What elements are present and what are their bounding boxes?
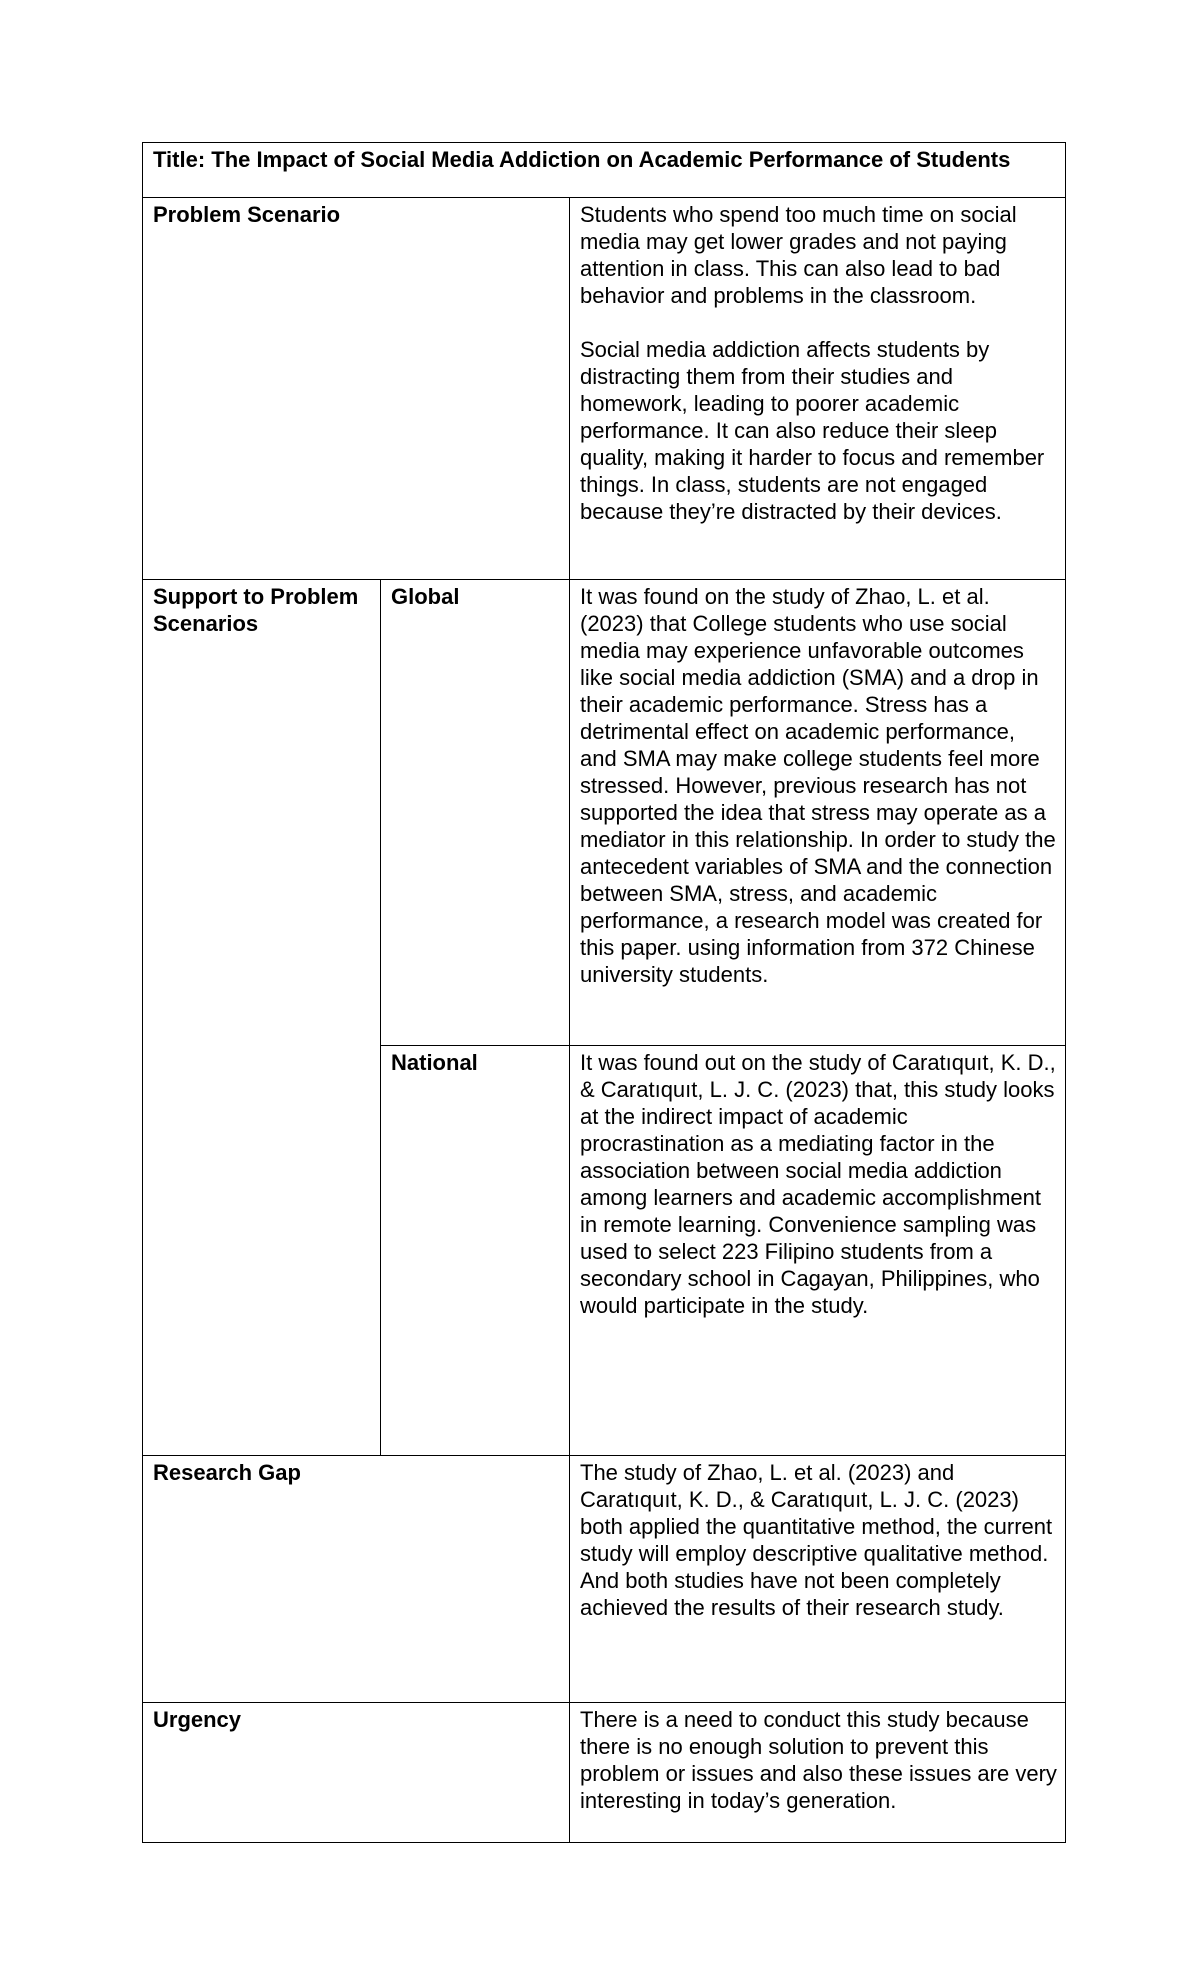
urgency-text xyxy=(570,1703,1066,1843)
urgency-row xyxy=(143,1703,1066,1843)
global-text xyxy=(570,580,1066,1046)
urgency-label: Urgency xyxy=(143,1703,570,1843)
problem-scenario-text xyxy=(570,198,1066,580)
urgency-paragraph: There is a need to conduct this study because there is no enough solution to prevent this problem or issues and also these issues are very interesting in today’s generation. xyxy=(580,1707,1064,1813)
research-gap-text xyxy=(570,1456,1066,1703)
global-paragraph: It was found on the study of Zhao, L. et al. (2023) that College students who use social media may experience unfavorable outcomes like social media addiction (SMA) and a drop in their academic performance. Stress has a detrimental effect on academic performance, and SMA may make college students feel more stressed. However, previous research has not supported the idea that stress may operate as a mediator in this relationship. In order to study the antecedent variables of SMA and the connection between SMA, stress, and academic performance, a research model was created for this paper. using information from 372 Chinese university students. xyxy=(580,584,1062,987)
national-text xyxy=(570,1046,1066,1456)
title-row xyxy=(143,143,1066,198)
national-label: National xyxy=(381,1046,570,1456)
problem-scenario-label: Problem Scenario xyxy=(143,198,570,580)
problem-scenario-paragraph-2: Social media addiction affects students by distracting them from their studies and homework, leading to poorer academic performance. It can also reduce their sleep quality, making it harder to focus and remember things. In class, students are not engaged because they’re distracted by their devices. xyxy=(580,337,1051,524)
support-global-row xyxy=(143,580,1066,1046)
research-gap-paragraph: The study of Zhao, L. et al. (2023) and Caratıquıt, K. D., & Caratıquıt, L. J. C. (2023) both applied the quantitative method, the current study will employ descriptive qualitative method. And both studies have not been completely achieved the results of their research study. xyxy=(580,1460,1059,1620)
document-title: Title: The Impact of Social Media Addiction on Academic Performance of Students xyxy=(143,143,1066,198)
national-paragraph: It was found out on the study of Caratıquıt, K. D., & Caratıquıt, L. J. C. (2023) that, this study looks at the indirect impact of academic procrastination as a mediating factor in the association between social media addiction among learners and academic accomplishment in remote learning. Convenience sampling was used to select 223 Filipino students from a secondary school in Cagayan, Philippines, who would participate in the study. xyxy=(580,1050,1062,1318)
problem-scenario-paragraph-1: Students who spend too much time on social media may get lower grades and not paying attention in class. This can also lead to bad behavior and problems in the classroom. xyxy=(580,202,1023,308)
support-label: Support to Problem Scenarios xyxy=(143,580,381,1456)
global-label: Global xyxy=(381,580,570,1046)
research-table xyxy=(142,142,1066,1843)
research-gap-row xyxy=(143,1456,1066,1703)
problem-scenario-row xyxy=(143,198,1066,580)
research-gap-label: Research Gap xyxy=(143,1456,570,1703)
